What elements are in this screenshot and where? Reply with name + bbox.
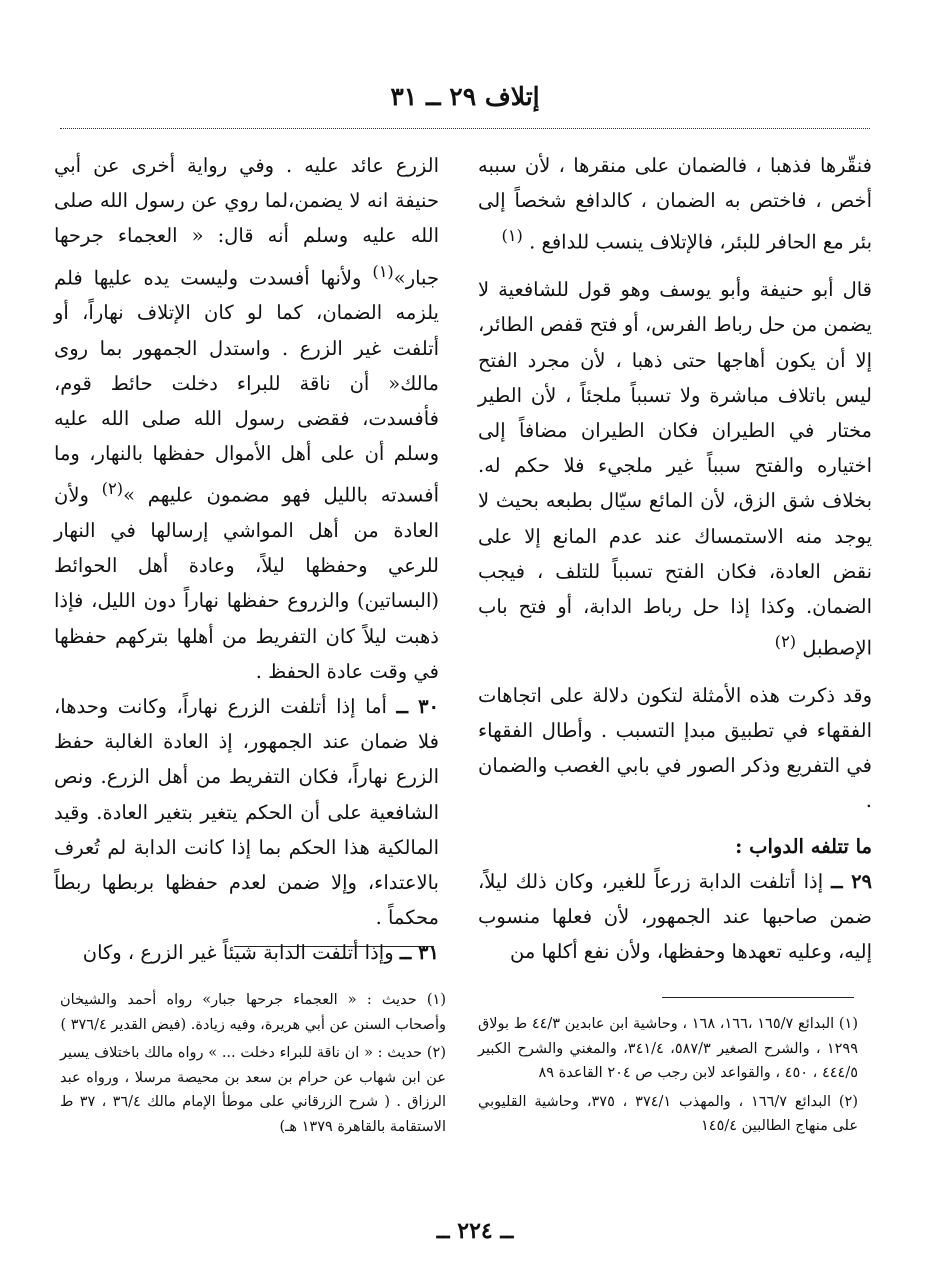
right-paragraph-4 [478,864,872,970]
section-number: ٣١ ــ [399,941,439,965]
right-paragraph-3: وقد ذكرت هذه الأمثلة لتكون دلالة على اتجاهات الفقهاء في تطبيق مبدإ التسبب . وأطال الفقهاء في التفريع وذكر الصور في بابي الغصب والضمان . [478,683,872,813]
left-paragraph-3 [54,935,439,970]
right-paragraph-2-text: قال أبو حنيفة وأبو يوسف وهو قول للشافعية لا يضمن من حل رباط الفرس، أو فتح قفص الطائر، إلا أن يكون أهاجها حتى ذهبا ، لأن مجرد الفتح ليس باتلاف مباشرة ولا تسبباً ملجئاً ، لأن الطير مختار في الطيران فكان الطيران مضافاً إلى اختياره والفتح سبباً غير ملجيء فلا حكم له. بخلاف شق الزق، لأن المائع سيّال بطبعه بحيث لا يوجد منه الاستمساك عند عدم المانع إلا على نقض العادة، فكان الفتح تسبباً للتلف ، فيجب الضمان. وكذا إذا حل رباط الدابة، أو فتح باب الإصطبل [478,278,872,660]
footnote-divider-right [662,997,854,998]
footnote-divider-left [234,946,434,947]
footnote: (١) حديث : « العجماء جرحها جبار» رواه أحمد والشيخان وأصحاب السنن عن أبي هريرة، وفيه زيادة. (فيض القدير ٣٧٦/٤ ) [60,992,446,1033]
section-number: ٢٩ ــ [831,869,873,893]
footnotes-right [478,1012,858,1143]
left-paragraph-1c-text: ولأن العادة من أهل المواشي إرسالها في النهار للرعي وحفظها ليلاً، وعادة أهل الحوائط (البساتين) والزروع حفظها نهاراً دون الليل، فإذا ذهبت ليلاً كان التفريط من أهلها بتركهم حفظها في وقت عادة الحفظ . [54,483,439,683]
header-dotted-rule [60,128,870,129]
right-paragraph-1 [478,148,872,260]
left-paragraph-1a-text: الزرع عائد عليه . وفي رواية أخرى عن أبي حنيفة انه لا يضمن،لما روي عن رسول الله صلى الله عليه وسلم أنه قال: « العجماء جرحها جبار» [54,154,439,290]
section-number: ٣٠ ــ [396,695,440,719]
left-paragraph-2 [54,689,439,935]
footnote: (١) البدائع ١٦٥/٧ ،١٦٦، ١٦٨ ، وحاشية ابن عابدين ٤٤/٣ ط بولاق ١٢٩٩ ، والشرح الصغير ٥٨٧/٣، ٣٤١/٤، والمغني والشرح الكبير ٤٤٤/٥ ، ٤٥٠ ، والقواعد لابن رجب ص ٢٠٤ القاعدة ٨٩ [478,1016,859,1081]
right-paragraph-1-text: فنقّرها فذهبا ، فالضمان على منقرها ، لأن سببه أخص ، فاختص به الضمان ، كالدافع شخصاً إلى بئر مع الحافر للبئر، فالإتلاف ينسب للدافع . [478,154,872,254]
footnote: (٢) البدائع ١٦٦/٧ ، والمهذب ٣٧٤/١ ، ٣٧٥، وحاشية القليوبي على منهاج الطالبين ١٤٥/٤ [478,1093,858,1134]
footnote: (٢) حديث : « ان ناقة للبراء دخلت ... » رواه مالك باختلاف يسير عن ابن شهاب عن حرام بن سعد بن محيصة مرسلا ، ورواه عبد الرزاق . ( شرح الزرقاني على موطأ الإمام مالك ٣٦/٤ ، ٣٧ ط الاستقامة بالقاهرة ١٣٧٩ هـ) [60,1045,446,1135]
right-column [478,148,872,969]
page-number: ــ ٢٢٤ ــ [436,1218,514,1244]
right-paragraph-2 [478,272,872,666]
left-paragraph-2-text: أما إذا أتلفت الزرع نهاراً، وكانت وحدها، فلا ضمان عند الجمهور، إذ العادة الغالبة حفظ الزرع نهاراً، فكان التفريط من أهل الزرع. ونص الشافعية على أن الحكم يتغير بتغير العادة. وقيد المالكية هذا الحكم بما إذا كانت الدابة لم تُعرف بالاعتداء، وإلا ضمن لعدم حفظها بربطها ربطاً محكماً . [54,695,439,930]
left-paragraph-1b-text: ولأنها أفسدت وليست يده عليها فلم يلزمه الضمان، كما لو كان الإتلاف نهاراً، أو أتلفت غير الزرع . واستدل الجمهور بما روى مالك« أن ناقة للبراء دخلت حائط قوم، فأفسدت، فقضى رسول الله صلى الله عليه وسلم أن على أهل الأموال حفظها بالنهار، وما أفسدته بالليل فهو مضمون عليهم » [54,266,439,507]
right-paragraph-4-text: إذا أتلفت الدابة زرعاً للغير، وكان ذلك ليلاً، ضمن صاحبها عند الجمهور، لأن فعلها منسوب إليه، وعليه تعهدها وحفظها، ولأن نفع أكلها من [478,869,872,964]
footnotes-left [60,988,446,1143]
running-header: إتلاف ٢٩ ــ ٣١ [390,82,540,111]
left-paragraph-3-text: وإذا أتلفت الدابة شيئاً غير الزرع ، وكان [82,941,394,965]
left-column [54,148,439,971]
footnote-ref: (٢) [101,479,124,499]
section-heading: ما تتلفه الدواب : [735,834,872,858]
left-paragraph-1 [54,148,439,689]
footnote-ref: (١) [372,261,394,281]
footnote-ref: (٢) [774,632,797,652]
footnote-ref: (١) [501,226,523,246]
